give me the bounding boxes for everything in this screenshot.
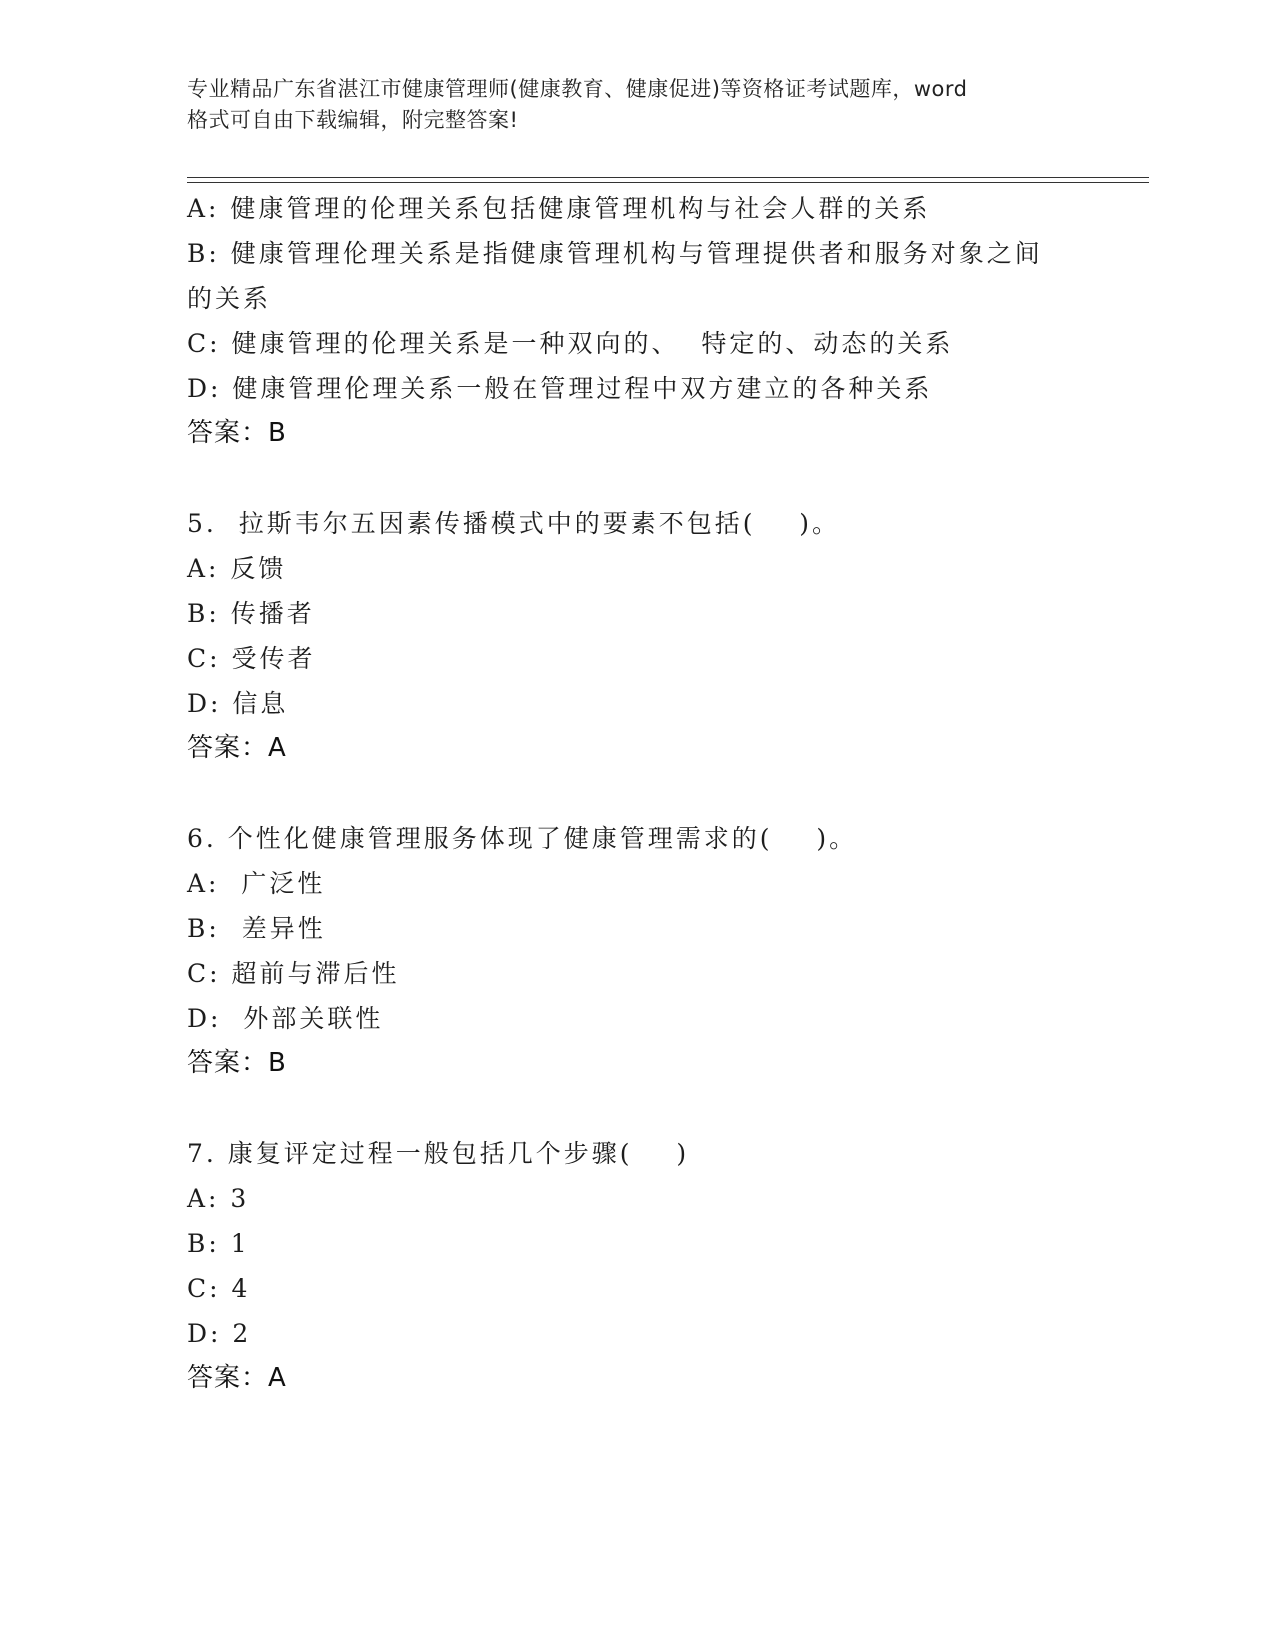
- q5-answer: 答案：A: [187, 733, 287, 763]
- q4-option-a: A: 健康管理的伦理关系包括健康管理机构与社会人群的关系: [187, 194, 931, 223]
- header-line-1: 专业精品广东省湛江市健康管理师(健康教育、健康促进)等资格证考试题库，word: [187, 77, 968, 101]
- q7-option-d: D: 2: [187, 1319, 252, 1348]
- q4-option-c: C: 健康管理的伦理关系是一种双向的、 特定的、动态的关系: [187, 329, 954, 358]
- q6-answer: 答案：B: [187, 1048, 287, 1078]
- q4-answer: 答案：B: [187, 418, 287, 448]
- q6-option-a: A: 广泛性: [187, 869, 326, 898]
- spacer: [187, 456, 1087, 501]
- question-6: [187, 816, 1087, 1086]
- spacer: [187, 1086, 1087, 1131]
- q6-option-c: C: 超前与滞后性: [187, 959, 400, 988]
- q5-option-c: C: 受传者: [187, 644, 316, 673]
- question-7: [187, 1131, 1087, 1401]
- q4-option-b-continued: 的关系: [187, 284, 272, 313]
- q5-option-d: D: 信息: [187, 689, 289, 718]
- header-divider-top: [187, 177, 1149, 178]
- q6-option-d: D: 外部关联性: [187, 1004, 384, 1033]
- question-list: [187, 186, 1087, 1401]
- q5-option-a: A: 反馈: [187, 554, 287, 583]
- q5-option-b: B: 传播者: [187, 599, 315, 628]
- q7-question: 7. 康复评定过程一般包括几个步骤( ): [187, 1139, 690, 1168]
- q6-question: 6. 个性化健康管理服务体现了健康管理需求的( )。: [187, 824, 858, 853]
- q7-answer: 答案：A: [187, 1363, 287, 1393]
- q6-option-b: B: 差异性: [187, 914, 326, 943]
- question-5: [187, 501, 1087, 771]
- q4-option-d: D: 健康管理伦理关系一般在管理过程中双方建立的各种关系: [187, 374, 933, 403]
- q4-option-b: B: 健康管理伦理关系是指健康管理机构与管理提供者和服务对象之间: [187, 239, 1043, 268]
- q7-option-c: C: 4: [187, 1274, 251, 1303]
- question-4: [187, 186, 1087, 456]
- q7-option-a: A: 3: [187, 1184, 250, 1213]
- header-divider-bottom: [187, 182, 1149, 183]
- spacer: [187, 771, 1087, 816]
- q7-option-b: B: 1: [187, 1229, 250, 1258]
- header-line-2: 格式可自由下载编辑，附完整答案!: [187, 108, 519, 132]
- document-header: [187, 74, 1087, 136]
- q5-question: 5. 拉斯韦尔五因素传播模式中的要素不包括( )。: [187, 509, 841, 538]
